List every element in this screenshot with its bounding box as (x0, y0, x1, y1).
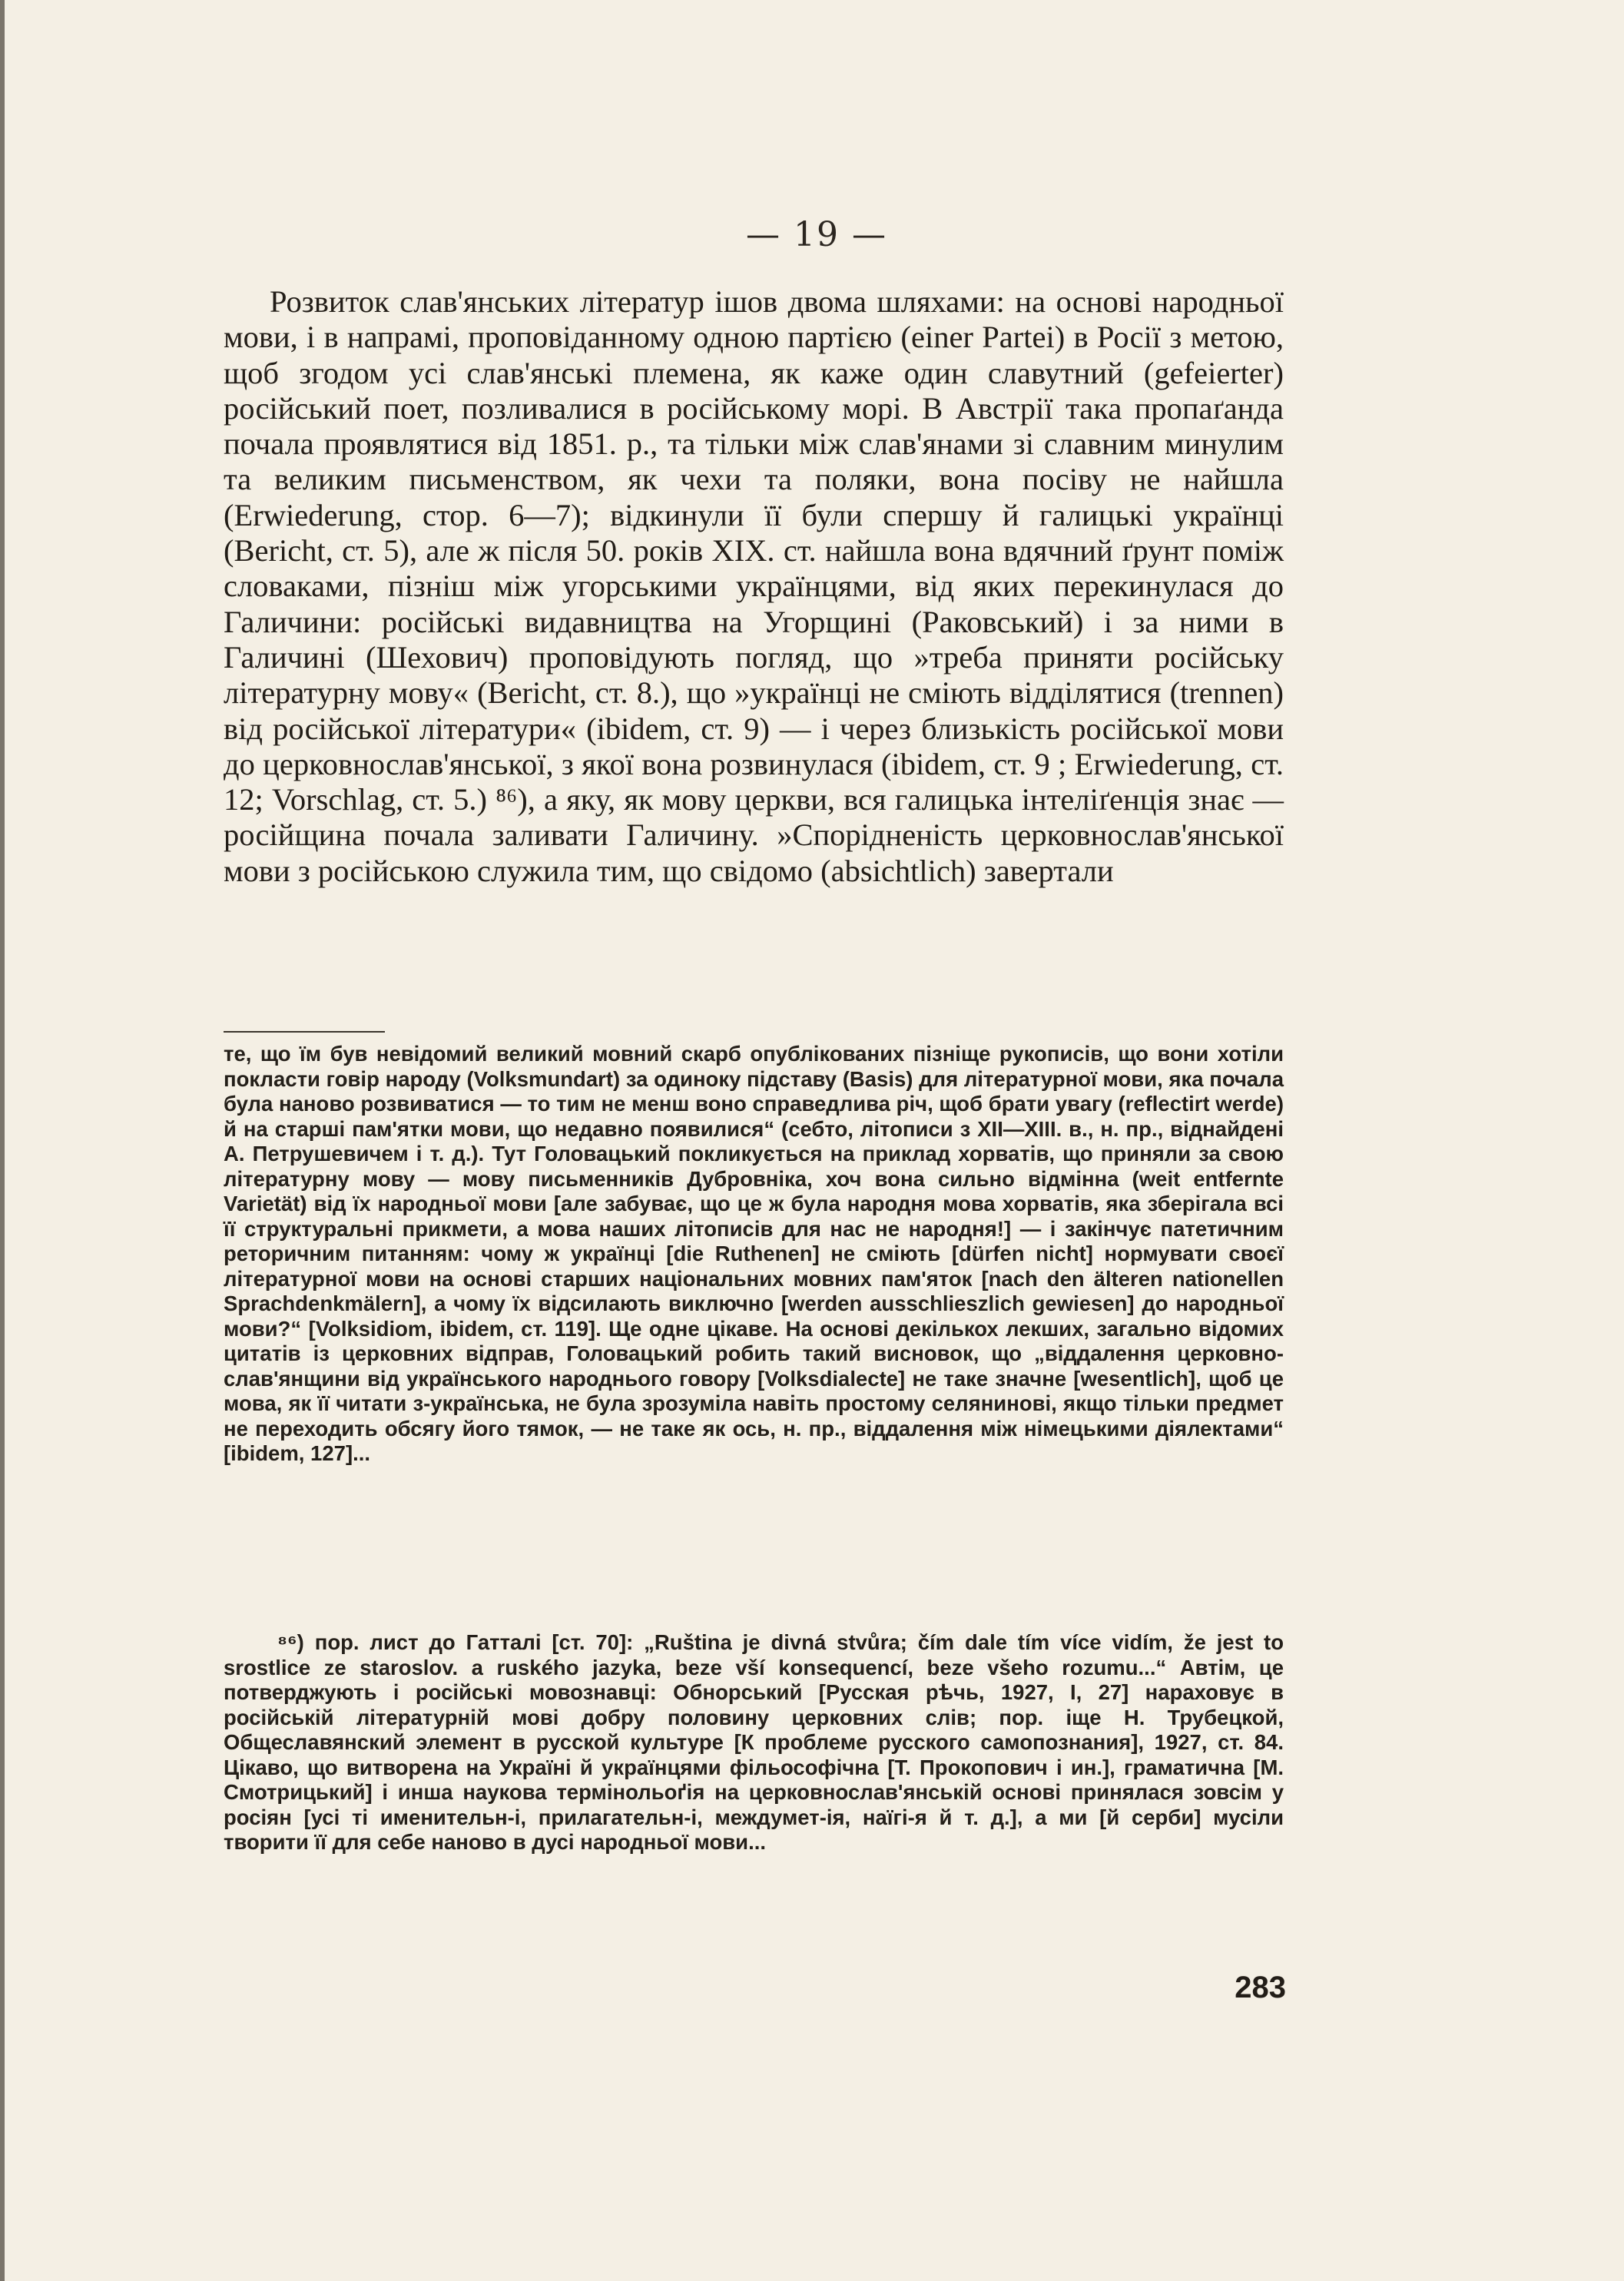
page-footer-number: 283 (1235, 1971, 1286, 2004)
page-header-number: — 19 — (746, 215, 887, 254)
footnote-continuation: те, що їм був невідомий великий мовний скарб опублікованих пізніще рукописів, що вони хотіли покласти говір народу (Volksmundart) за одиноку підставу (Basis) для літературної мови, яка почала була наново розвиватися — то тим не менш воно справедлива річ, щоб брати увагу (reflectirt werde) й на старші пам'ятки мови, що недавно появилися“ (себто, літописи з XII—XIII. в., н. пр., віднайдені А. Петрушевичем і т. д.). Тут Головацький покликується на приклад хорватів, що приняли за свою літературну мову — мову письменників Дубровніка, хоч вона сильно відмінна (weit entfernte Varietät) від їх народньої мови [але забуває, що це ж була народня мова хорватів, яка зберігала всі її структуральні прикмети, а мова наших літописів для нас не народня!] — і закінчує патетичним реторичним питанням: чому ж українці [die Ruthenen] не сміють [dürfen nicht] нормувати своєї літературної мови на основі старших національних мовних пам'яток [nach den älteren nationellen Sprachdenkmälern], а чому їх відсилають виключно [werden ausschlieszlich gewiesen] до народньої мови?“ [Volksidiom, ibidem, ст. 119]. Ще одне цікаве. На основі декількох лекших, загально відомих цитатів із церковних відправ, Головацький робить такий висновок, що „віддалення церковно-слав'янщини від українського народнього говору [Volksdialecte] не таке значне [wesentlich], щоб це мова, як її читати з-українська, не була зрозуміла навіть простому селянинові, якщо тільки предмет не переходить обсягу його тямок, — не таке як ось, н. пр., віддалення між німецькими діялектами“ [ibidem, 127]... (224, 1042, 1284, 1465)
footnote-separator (224, 1031, 385, 1033)
footnote-86: ⁸⁶) пор. лист до Гатталі [ст. 70]: „Ruština je divná stvůra; čím dale tím více vidím, že jest to srostlice ze staroslov. a ruského jazyka, beze vší konsequencí, beze všeho rozumu...“ Автім, це потверджують і російські мовознавці: Обнорський [Русская рѣчь, 1927, I, 27] нараховує в російській літературній мові добру половину церковних слів; пор. іще Н. Трубецкой, Общеславянский элемент в русской культуре [К проблеме русского самопознания], 1927, ст. 84. Цікаво, що витворена на Україні й українцями фільософічна [Т. Прокопович і ин.], граматична [М. Смотрицький] і инша наукова термінольоґія на церковнослав'янській основі принялася зовсім у росіян [усі ті именительн-і, прилагательн-і, междумет-ія, наїгі-я й т. д.], а ми [й серби] мусіли творити її для себе наново в дусі народньої мови... (224, 1630, 1284, 1854)
main-paragraph: Розвиток слав'янських літератур ішов двома шляхами: на основі народньої мови, і в напрамі, проповіданному одною партією (einer Partei) в Росії з метою, щоб згодом усі слав'янські племена, як каже один славутний (gefeierter) російський поет, позливалися в російському морі. В Австрії така пропаґанда почала проявлятися від 1851. р., та тільки між слав'янами зі славним минулим та великим письменством, як чехи та поляки, вона посіву не найшла (Erwiederung, стор. 6—7); відкинули її були спершу й галицькі українці (Bericht, ст. 5), але ж після 50. років XIX. ст. найшла вона вдячний ґрунт поміж словаками, пізніш між угорськими українцями, від яких перекинулася до Галичини: російські видавництва на Угорщині (Раковський) і за ними в Галичині (Шехович) проповідують погляд, що »треба приняти російську літературну мову« (Bericht, ст. 8.), що »українці не сміють відділятися (trennen) від російської літератури« (ibidem, ст. 9) — і через близькість російської мови до церковнослав'янської, з якої вона розвинулася (ibidem, ст. 9 ; Erwiederung, ст. 12; Vorschlag, ст. 5.) ⁸⁶), а яку, як мову церкви, вся галицька інтеліґенція знає — російщина почала заливати Галичину. »Спорідненість церковнослав'янської мови з російською служила тим, що свідомо (absichtlich) завертали (224, 284, 1284, 888)
